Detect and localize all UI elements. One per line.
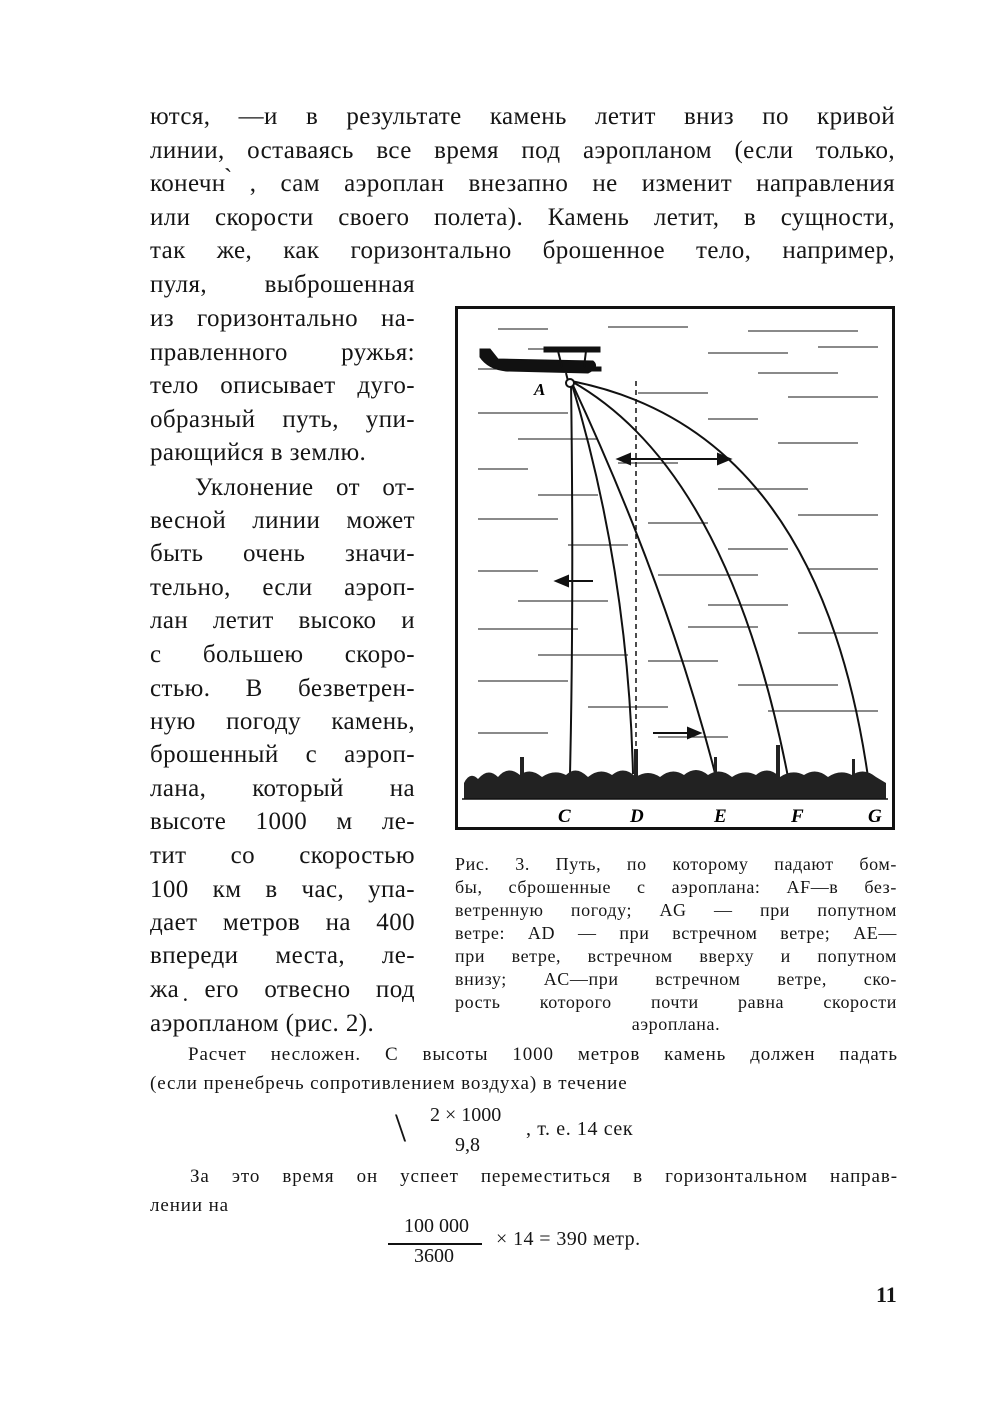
- calc-middle-line: За это время он успеет переместиться в горизонтальном направ-: [190, 1166, 898, 1187]
- column-line: с большею скоро-: [150, 641, 415, 668]
- trajectory-illustration: [458, 309, 892, 827]
- text-line: конечн ̀, сам аэроплан внезапно не изменит направления: [150, 170, 895, 197]
- figure-caption-line: аэроплана.: [631, 1014, 721, 1034]
- trajectory-curves: [570, 381, 868, 777]
- figure-caption-line: ветре: AD — при встречном ветре; AE—: [455, 923, 897, 943]
- label-e: E: [714, 806, 727, 827]
- label-g: G: [868, 806, 882, 827]
- column-line: тело описывает дуго-: [150, 372, 415, 399]
- formula2-denominator: 3600: [414, 1245, 454, 1267]
- figure-caption-line: ветренную погоду; AG — при попутном: [455, 900, 897, 920]
- column-line: пуля, выброшенная: [150, 271, 415, 298]
- formula2-rest: × 14 = 390 метр.: [496, 1228, 641, 1250]
- column-line: быть очень значи-: [150, 540, 415, 567]
- ground-treeline: [464, 745, 886, 799]
- calc-middle-line: лении на: [150, 1195, 229, 1216]
- column-line: впереди места, ле-: [150, 942, 415, 969]
- column-line: жа ̣его отвесно под: [150, 976, 415, 1003]
- column-line: стью. В безветрен-: [150, 675, 415, 702]
- page-number: 11: [876, 1282, 897, 1307]
- trajectory-figure: [455, 306, 895, 830]
- formula1-numerator: 2 × 1000: [430, 1104, 502, 1126]
- wind-arrows: [556, 454, 730, 738]
- label-a: A: [534, 380, 546, 399]
- curve-af: [571, 381, 788, 777]
- column-line: лан летит высоко и: [150, 607, 415, 634]
- label-c: C: [558, 806, 571, 827]
- figure-caption-line: внизу; AC—при встречном ветре, ско-: [455, 969, 897, 989]
- column-line: лана, который на: [150, 775, 415, 802]
- figure-caption-line: Рис. 3. Путь, по которому падают бом-: [455, 854, 897, 874]
- column-line: 100 км в час, упа-: [150, 876, 415, 903]
- column-line: рающийся в землю.: [150, 439, 367, 466]
- text-line: так же, как горизонтально брошенное тело, например,: [150, 237, 895, 264]
- curve-ac: [570, 381, 572, 774]
- label-d: D: [630, 806, 644, 827]
- text-line: ются, —и в результате камень летит вниз по кривой: [150, 103, 895, 130]
- formula1-result: , т. е. 14 сек: [526, 1118, 634, 1140]
- figure-caption-line: при ветре, встречном вверху и попутном: [455, 946, 897, 966]
- calc-intro-line: (если пренебречь сопротивлением воздуха) в течение: [150, 1073, 628, 1094]
- figure-caption-line: рость которого почти равна скорости: [455, 992, 897, 1012]
- formula1-denominator: 9,8: [455, 1134, 480, 1156]
- column-line: тельно, если аэроп-: [150, 574, 415, 601]
- column-line: аэропланом (рис. 2).: [150, 1010, 375, 1037]
- column-line: тит со скоростью: [150, 842, 415, 869]
- curve-ad: [571, 381, 633, 774]
- column-line: из горизонтально на-: [150, 305, 415, 332]
- figure-caption-line: бы, сброшенные с аэроплана: AF—в без-: [455, 877, 897, 897]
- column-line: правленного ружья:: [150, 339, 415, 366]
- column-line: брошенный с аэроп-: [150, 741, 415, 768]
- text-line: линии, оставаясь все время под аэропланом (если только,: [150, 137, 895, 164]
- radical-sign: \: [395, 1105, 407, 1150]
- formula2-numerator: 100 000: [404, 1215, 469, 1237]
- curve-ae: [571, 381, 716, 777]
- column-line: весной линии может: [150, 507, 415, 534]
- column-line: высоте 1000 м ле-: [150, 808, 415, 835]
- column-line: дает метров на 400: [150, 909, 415, 936]
- calc-intro-line: Расчет несложен. С высоты 1000 метров камень должен падать: [188, 1044, 898, 1065]
- column-line: Уклонение от от-: [195, 474, 415, 501]
- column-line: образный путь, упи-: [150, 406, 415, 433]
- column-line: ную погоду камень,: [150, 708, 415, 735]
- text-line: или скорости своего полета). Камень летит, в сущности,: [150, 204, 895, 231]
- label-f: F: [791, 806, 804, 827]
